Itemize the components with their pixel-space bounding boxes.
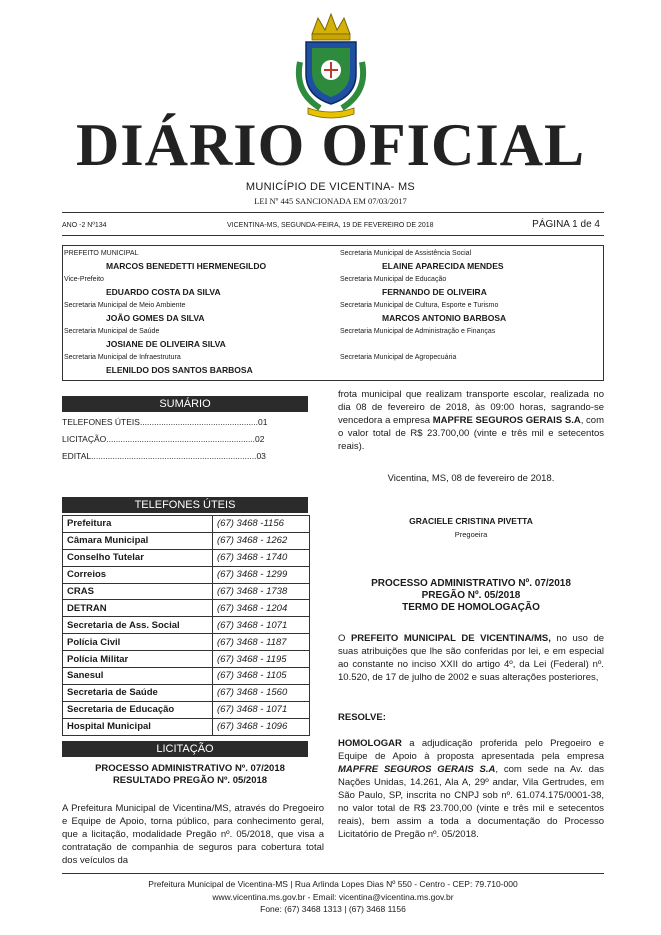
- table-row: [63, 532, 310, 549]
- contact-phone: (67) 3468 - 1071: [213, 617, 310, 634]
- official-role: Secretaria Municipal de Saúde: [64, 328, 160, 335]
- table-row: [63, 684, 310, 701]
- sumario-item[interactable]: TELEFONES ÚTEIS..................................................01: [62, 417, 268, 427]
- licitacao-body: A Prefeitura Municipal de Vicentina/MS, através do Pregoeiro e Equipe de Apoio, torna público, para conhecimento geral, que a licitação, modalidade Pregão nº. 05/2018, que visa a contratação de companhia de seguros para cobertura total dos veículos da: [62, 803, 324, 866]
- contact-name: Polícia Civil: [63, 634, 213, 651]
- official-name: [340, 337, 602, 351]
- table-row: [63, 634, 310, 651]
- homologacao-title: [338, 578, 604, 614]
- contact-name: Secretaria de Saúde: [63, 684, 213, 701]
- sumario-item[interactable]: LICITAÇÃO...............................................................02: [62, 434, 265, 444]
- company-name: MAPFRE SEGUROS GERAIS S.A: [432, 415, 581, 426]
- official-name: ELENILDO DOS SANTOS BARBOSA: [106, 365, 253, 375]
- contact-name: Secretaria de Educação: [63, 701, 213, 718]
- official-entry: [340, 300, 602, 326]
- homologar-label: HOMOLOGAR: [338, 738, 402, 749]
- sumario-page: 01: [258, 417, 268, 427]
- contact-phone: (67) 3468 - 1299: [213, 566, 310, 583]
- contact-phone: (67) 3468 - 1740: [213, 549, 310, 566]
- prefeito-label: PREFEITO MUNICIPAL DE VICENTINA/MS,: [350, 633, 551, 644]
- issue-number: ANO -2 Nº134: [62, 222, 107, 229]
- homologacao-intro: [338, 632, 604, 684]
- page-footer: [62, 873, 604, 916]
- proc-line1: PROCESSO ADMINISTRATIVO Nº. 07/2018: [371, 578, 571, 589]
- official-name: JOÃO GOMES DA SILVA: [106, 313, 205, 323]
- coat-of-arms-icon: [290, 12, 372, 120]
- official-entry: [340, 326, 602, 352]
- contact-name: Câmara Municipal: [63, 532, 213, 549]
- body-text: a adjudicação proferida pelo Pregoeiro e Equipe de Apoio à proposta apresentada pela empresa: [338, 738, 604, 762]
- contact-name: Secretaria de Ass. Social: [63, 617, 213, 634]
- contact-phone: (67) 3468 - 1262: [213, 532, 310, 549]
- official-role: Secretaria Municipal de Infraestrutura: [64, 354, 181, 361]
- official-role: Vice-Prefeito: [64, 276, 104, 283]
- signer-name: GRACIELE CRISTINA PIVETTA: [409, 516, 533, 526]
- sumario-label: LICITAÇÃO: [62, 434, 107, 444]
- table-row: [63, 549, 310, 566]
- official-entry: [64, 352, 332, 378]
- contact-phone: (67) 3468 - 1738: [213, 583, 310, 600]
- officials-right-column: [340, 248, 602, 378]
- footer-phone: Fone: (67) 3468 1313 | (67) 3468 1156: [260, 904, 406, 914]
- contact-name: Prefeitura: [63, 516, 213, 533]
- contact-phone: (67) 3468 - 1195: [213, 651, 310, 668]
- telefones-heading: TELEFONES ÚTEIS: [62, 497, 308, 513]
- official-role: Secretaria Municipal de Agropecuária: [340, 354, 457, 361]
- contact-phone: (67) 3468 -1156: [213, 516, 310, 533]
- official-name: EDUARDO COSTA DA SILVA: [106, 287, 221, 297]
- official-role: PREFEITO MUNICIPAL: [64, 250, 139, 257]
- municipio-label: MUNICÍPIO DE VICENTINA- MS: [245, 181, 416, 193]
- contact-name: CRAS: [63, 583, 213, 600]
- contact-phone: (67) 3468 - 1096: [213, 718, 310, 735]
- sumario-label: TELEFONES ÚTEIS: [62, 417, 140, 427]
- official-name: [340, 363, 602, 377]
- officials-left-column: [64, 248, 332, 378]
- official-entry: [340, 248, 602, 274]
- table-row: [63, 668, 310, 685]
- contact-phone: (67) 3468 - 1560: [213, 684, 310, 701]
- footer-web-email: www.vicentina.ms.gov.br - Email: vicentina@vicentina.ms.gov.br: [212, 891, 454, 902]
- sumario-item[interactable]: EDITAL......................................................................03: [62, 451, 266, 461]
- official-entry: [340, 274, 602, 300]
- contact-name: Hospital Municipal: [63, 718, 213, 735]
- company-name-italic: MAPFRE SEGUROS GERAIS S.A: [338, 764, 496, 775]
- official-entry: [64, 248, 332, 274]
- official-role: Secretaria Municipal de Educação: [340, 276, 447, 283]
- continuation-text-end: , com o valor total de R$ 23.700,00 (vinte e três mil e setecentos reais).: [338, 415, 604, 452]
- contact-phone: (67) 3468 - 1105: [213, 668, 310, 685]
- signature-block: [338, 515, 604, 541]
- issue-date: VICENTINA-MS, SEGUNDA-FEIRA, 19 DE FEVEREIRO DE 2018: [227, 222, 434, 229]
- contact-name: Polícia Militar: [63, 651, 213, 668]
- official-role: Secretaria Municipal de Meio Ambiente: [64, 302, 186, 309]
- intro-text: O: [338, 633, 351, 644]
- lei-label: LEI Nº 445 SANCIONADA EM 07/03/2017: [254, 196, 407, 206]
- masthead-title: DIÁRIO OFICIAL: [75, 112, 586, 178]
- table-row: [63, 651, 310, 668]
- telefones-table: [62, 515, 310, 736]
- contact-phone: (67) 3468 - 1071: [213, 701, 310, 718]
- footer-address: Prefeitura Municipal de Vicentina-MS | Rua Arlinda Lopes Dias Nº 550 - Centro - CEP: 79.710-000: [148, 879, 518, 889]
- official-name: JOSIANE DE OLIVEIRA SILVA: [106, 339, 226, 349]
- contact-name: Correios: [63, 566, 213, 583]
- official-name: ELAINE APARECIDA MENDES: [382, 261, 504, 271]
- sumario-page: 02: [255, 434, 265, 444]
- sumario-heading: SUMÁRIO: [62, 396, 308, 412]
- official-entry: [64, 300, 332, 326]
- officials-box: [62, 245, 604, 381]
- official-entry: [340, 352, 602, 378]
- licitacao-title-line1: PROCESSO ADMINISTRATIVO Nº. 07/2018: [95, 763, 285, 774]
- body-text-end: , com sede na Av. das Nações Unidas, 14.261, Ala A, 29º andar, Vila Gertrudes, em São Paulo, SP, inscrita no CNPJ sob nº. 61.074.175/0001-38, no valor total de R$ 23.700,00 (vinte e três mil e setecentos reais), bem assim a toda a documentação do Processo Licitatório de Pregão nº. 05/2018.: [338, 764, 604, 840]
- sumario-label: EDITAL: [62, 451, 92, 461]
- official-entry: [64, 326, 332, 352]
- contact-name: Sanesul: [63, 668, 213, 685]
- proc-line2: PREGÃO Nº. 05/2018: [421, 590, 521, 601]
- issue-info-bar: [62, 212, 604, 236]
- contact-name: DETRAN: [63, 600, 213, 617]
- table-row: [63, 516, 310, 533]
- continuation-text: frota municipal que realizam transporte escolar, realizada no dia 08 de fevereiro de 2018, às 09:00 horas, sagrando-se vencedora a empresa: [338, 389, 604, 426]
- official-role: Secretaria Municipal de Assistência Social: [340, 250, 472, 257]
- resolve-heading: RESOLVE:: [338, 712, 386, 723]
- table-row: [63, 617, 310, 634]
- sumario-list: [62, 414, 318, 465]
- licitacao-heading: LICITAÇÃO: [62, 741, 308, 757]
- contact-name: Conselho Tutelar: [63, 549, 213, 566]
- table-row: [63, 718, 310, 735]
- place-date: Vicentina, MS, 08 de fevereiro de 2018.: [387, 473, 555, 484]
- signer-role: Pregoeira: [454, 530, 488, 539]
- table-row: [63, 600, 310, 617]
- intro-text-end: no uso de suas atribuições que lhe são conferidas por lei, e em especial ao constante no inciso XXII do artigo 4º, da Lei (Federal) nº. 10.520, de 17 de julho de 2002 e suas alterações posteriores,: [338, 633, 605, 683]
- contact-phone: (67) 3468 - 1187: [213, 634, 310, 651]
- homologacao-body: [338, 737, 604, 841]
- licitacao-title: [62, 763, 318, 787]
- licitacao-title-line2: RESULTADO PREGÃO Nº. 05/2018: [112, 775, 268, 786]
- official-name: MARCOS BENEDETTI HERMENEGILDO: [106, 261, 267, 271]
- official-role: Secretaria Municipal de Cultura, Esporte e Turismo: [340, 302, 499, 309]
- page-indicator: PÁGINA 1 de 4: [532, 219, 600, 230]
- official-entry: [64, 274, 332, 300]
- official-role: Secretaria Municipal de Administração e Finanças: [340, 328, 496, 335]
- contact-phone: (67) 3468 - 1204: [213, 600, 310, 617]
- table-row: [63, 701, 310, 718]
- sumario-page: 03: [256, 451, 266, 461]
- continuation-paragraph: [338, 388, 604, 453]
- table-row: [63, 566, 310, 583]
- proc-line3: TERMO DE HOMOLOGAÇÃO: [402, 602, 540, 613]
- official-name: MARCOS ANTONIO BARBOSA: [382, 313, 507, 323]
- official-name: FERNANDO DE OLIVEIRA: [382, 287, 487, 297]
- table-row: [63, 583, 310, 600]
